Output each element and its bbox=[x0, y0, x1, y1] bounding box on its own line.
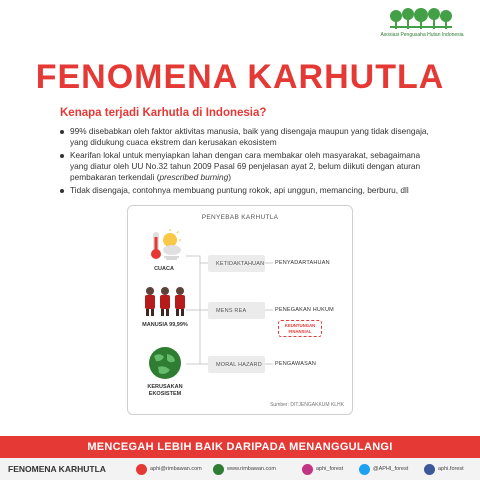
cause-label-ecosystem: KERUSAKAN EKOSISTEM bbox=[147, 384, 183, 397]
footer-instagram-text: aphi_forest bbox=[316, 466, 344, 472]
cause-label-human: MANUSIA 99,99% bbox=[142, 322, 188, 328]
instagram-icon bbox=[302, 464, 313, 475]
intro-bullets bbox=[60, 126, 440, 198]
footer bbox=[0, 458, 480, 480]
logo-caption: Asosiasi Pengusaha Hutan Indonesia bbox=[380, 32, 464, 38]
page-title: FENOMENA KARHUTLA bbox=[35, 58, 445, 96]
bullet-item bbox=[60, 150, 440, 183]
factor-result-penyadartahuan: PENYADARTAHUAN bbox=[275, 260, 330, 266]
cause-label-weather: CUACA bbox=[154, 266, 174, 272]
footer-link-website[interactable] bbox=[213, 463, 276, 475]
footer-link-instagram[interactable] bbox=[302, 463, 343, 475]
people-icon bbox=[142, 286, 188, 316]
footer-email-text: aphi@rimbawan.com bbox=[150, 466, 202, 472]
twitter-icon bbox=[359, 464, 370, 475]
footer-title: FENOMENA KARHUTLA bbox=[8, 464, 106, 474]
factor-result-pengawasan: PENGAWASAN bbox=[275, 361, 317, 367]
email-icon bbox=[136, 464, 147, 475]
footer-website-text: www.rimbawan.com bbox=[227, 466, 276, 472]
slogan-banner: MENCEGAH LEBIH BAIK DARIPADA MENANGGULANGI bbox=[0, 436, 480, 458]
factor-box-mens-rea: MENS REA bbox=[208, 302, 265, 319]
factor-result-penegakan-hukum: PENEGAKAN HUKUM bbox=[275, 307, 334, 313]
cause-diagram bbox=[127, 205, 353, 415]
globe-web-icon bbox=[213, 464, 224, 475]
thermometer-sun-icon bbox=[144, 228, 184, 262]
bullet-text-end: ) bbox=[228, 172, 231, 182]
footer-facebook-text: aphi.forest bbox=[438, 466, 464, 472]
bullet-text: Kearifan lokal untuk menyiapkan lahan dengan cara membakar oleh masyarakat, sebagaimana yang diatur oleh UU No.32 tahun 2009 Pasal 69 penjelasan ayat 2, belum diikuti dengan aturan pembakaran terkendali ( bbox=[70, 150, 421, 182]
factor-box-moral-hazard: MORAL HAZARD bbox=[208, 356, 265, 373]
footer-twitter-text: @APHI_forest bbox=[373, 466, 409, 472]
diagram-source: Sumber: DITJENGAKKUM KLHK bbox=[270, 402, 344, 408]
bullet-item: 99% disebabkan oleh faktor aktivitas manusia, baik yang disengaja maupun yang tidak disengaja, yang didukung cuaca ekstrem dan kerusakan ekosistem bbox=[60, 126, 440, 148]
badge-keuntungan-finansial: KEUNTUNGAN FINANSIAL bbox=[278, 320, 322, 337]
footer-link-email[interactable] bbox=[136, 463, 202, 475]
globe-icon bbox=[148, 346, 182, 380]
logo-trees-icon bbox=[388, 8, 458, 30]
diagram-title: PENYEBAB KARHUTLA bbox=[201, 214, 279, 221]
bullet-item: Tidak disengaja, contohnya membuang puntung rokok, api unggun, memancing, berburu, dll bbox=[60, 185, 440, 196]
facebook-icon bbox=[424, 464, 435, 475]
intro-question: Kenapa terjadi Karhutla di Indonesia? bbox=[60, 107, 267, 119]
factor-box-ketidaktahuan: KETIDAKTAHUAN bbox=[208, 255, 265, 272]
bullet-italic: prescribed burning bbox=[159, 172, 229, 182]
footer-link-facebook[interactable] bbox=[424, 463, 464, 475]
aphi-logo bbox=[374, 8, 470, 42]
footer-link-twitter[interactable] bbox=[359, 463, 408, 475]
